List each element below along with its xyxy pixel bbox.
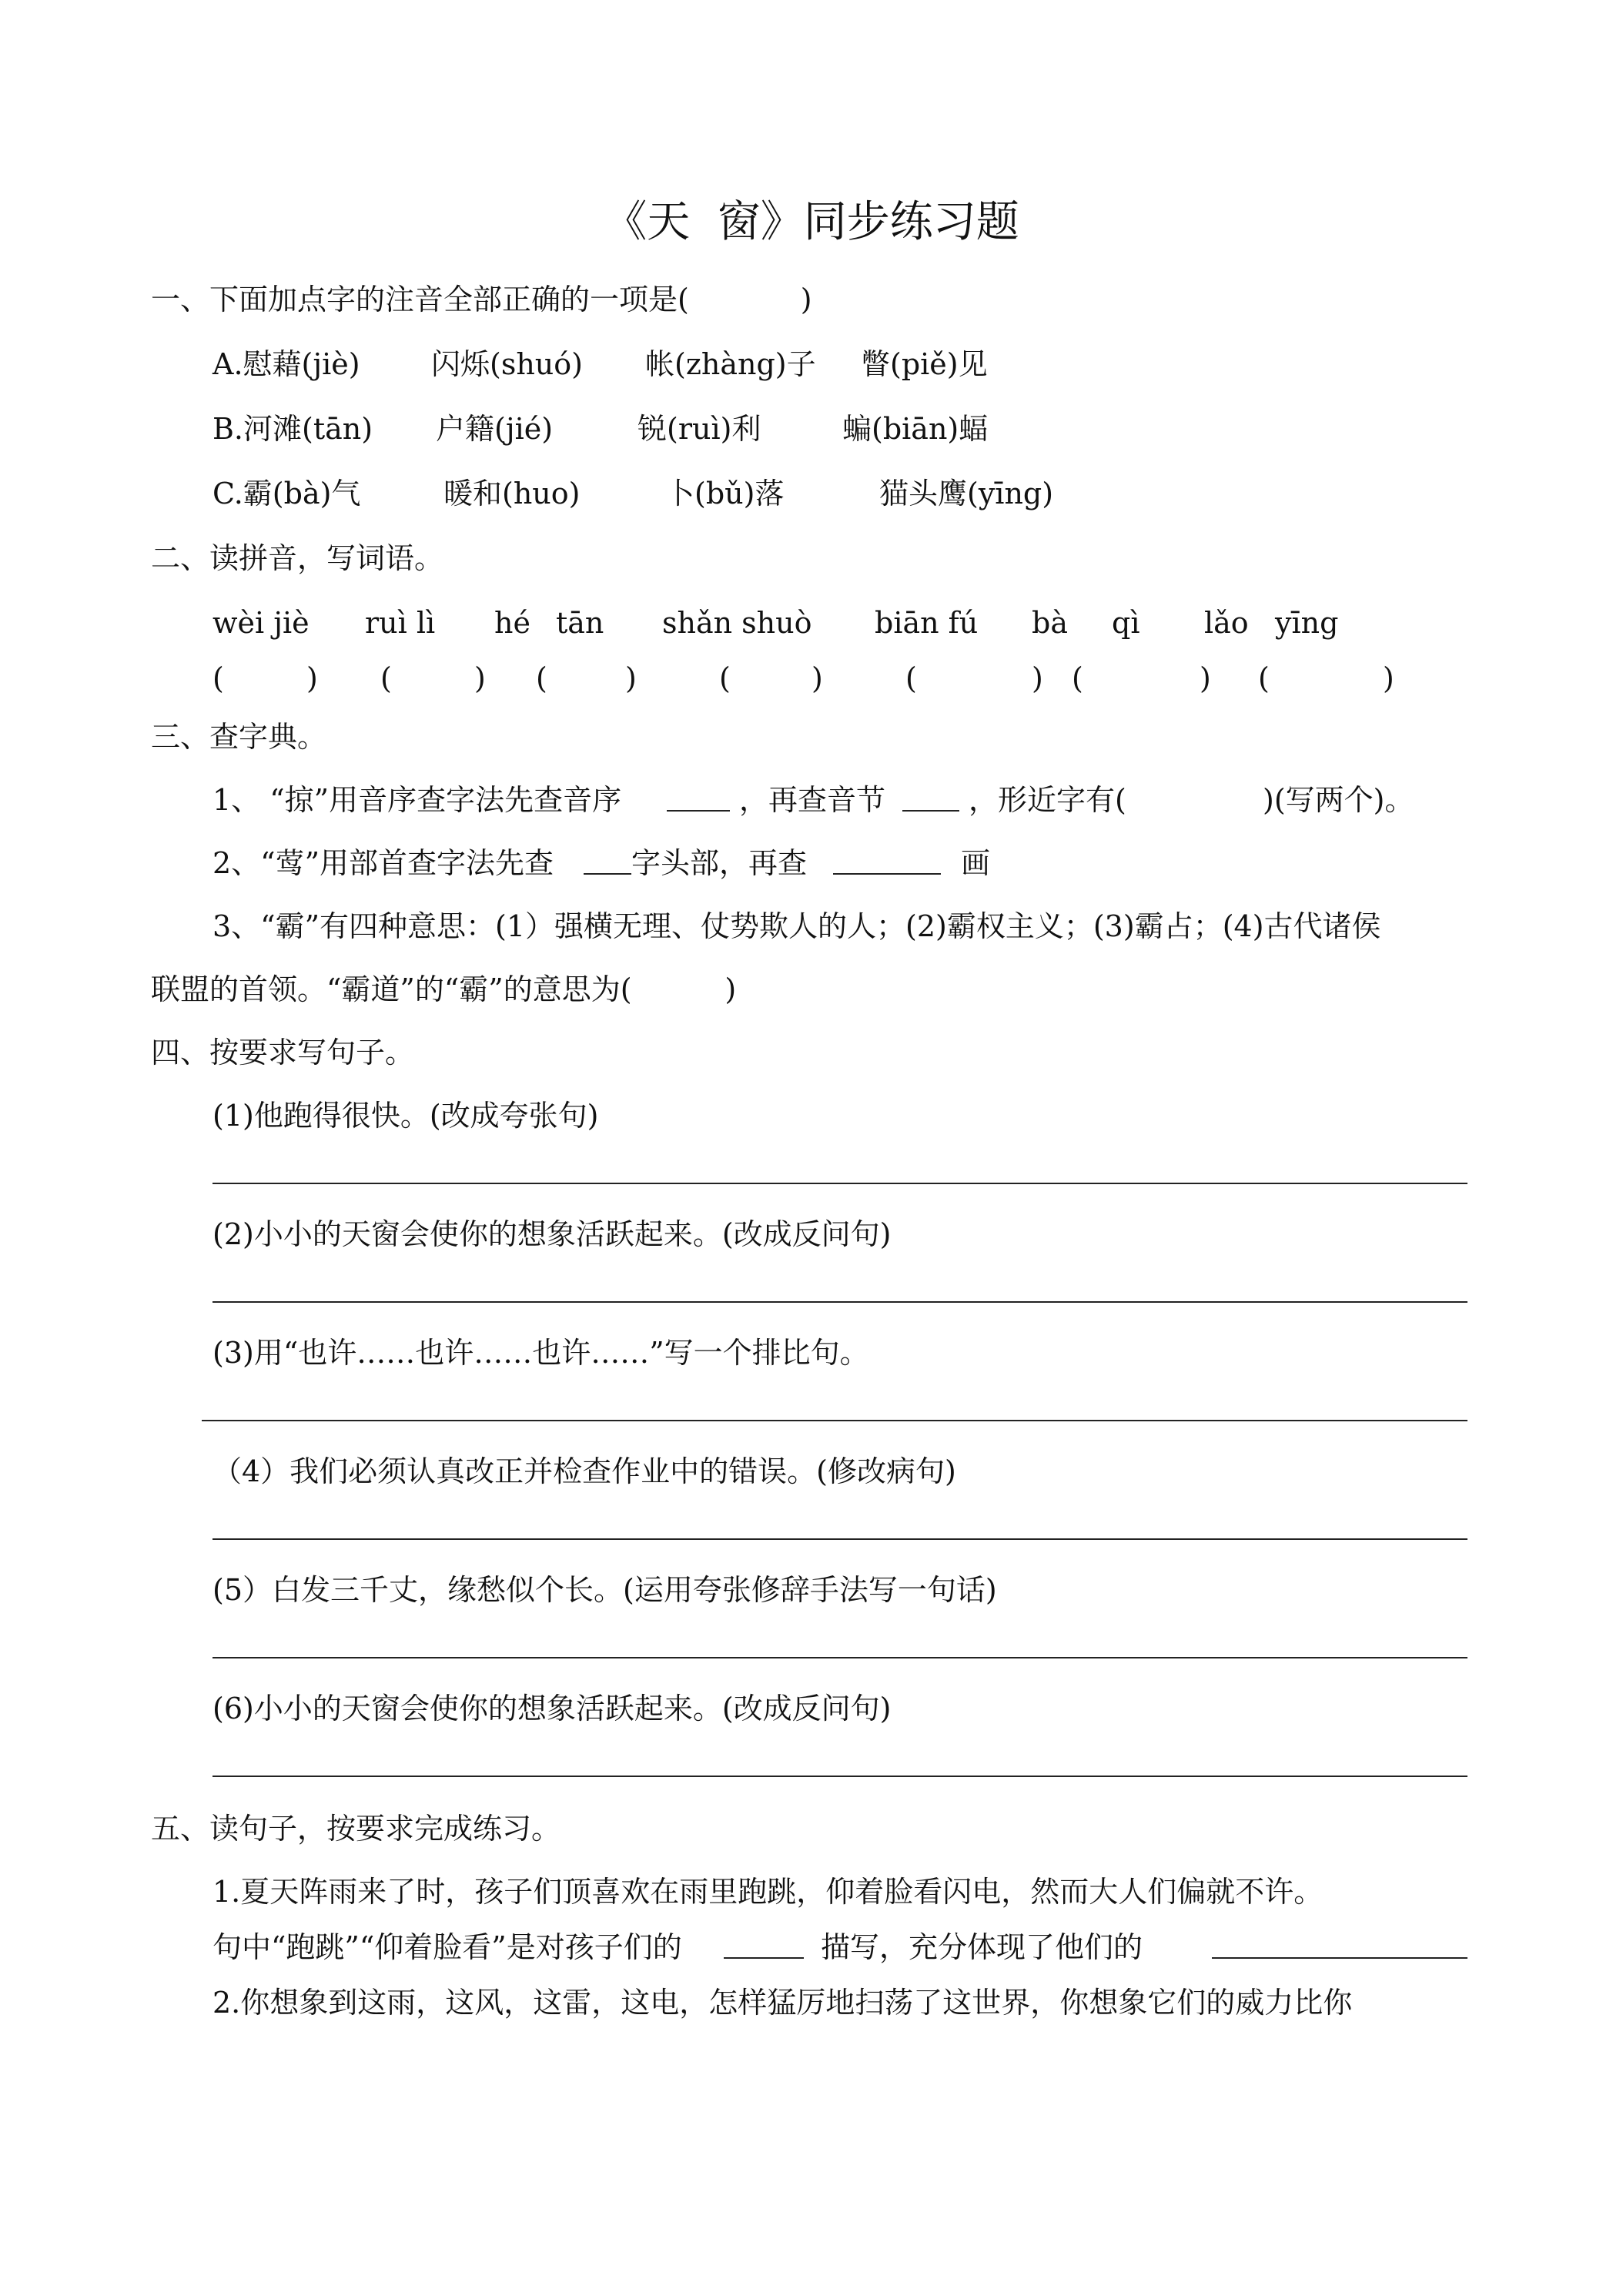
option-c-word-1: C.霸(bà)气 (212, 477, 361, 510)
pinyin-8: qì (1112, 606, 1140, 640)
paren-open-1: ( (212, 661, 224, 695)
option-b-word-4: 蝙(biān)蝠 (842, 412, 989, 446)
option-a-word-1: A.慰藉(jiè) (212, 347, 360, 381)
q5-1-blank-trait[interactable] (1212, 1957, 1467, 1959)
paren-close-2: ) (474, 661, 486, 695)
section-1-heading: 一、下面加点字的注音全部正确的一项是( ) (151, 283, 812, 316)
q4-2-prompt: (2)小小的天窗会使你的想象活跃起来。(改成反问句) (212, 1217, 892, 1251)
paren-open-7: ( (1258, 661, 1270, 695)
q4-3-answer-line[interactable] (202, 1420, 1467, 1421)
section-2-heading: 二、读拼音，写词语。 (151, 541, 444, 575)
q4-5-prompt: (5）白发三千丈，缘愁似个长。(运用夸张修辞手法写一句话) (212, 1573, 997, 1607)
q3-3-line-1: 3、“霸”有四种意思：(1）强横无理、仗势欺人的人；(2)霸权主义；(3)霸占；(4)古代诸侯 (212, 909, 1381, 943)
q3-1-blank-initial[interactable] (667, 810, 730, 812)
paren-close-4: ) (812, 661, 823, 695)
option-a-word-4: 瞥(piě)见 (861, 347, 988, 381)
paren-open-4: ( (719, 661, 731, 695)
section-4-heading: 四、按要求写句子。 (151, 1036, 415, 1069)
option-a-word-3: 帐(zhàng)子 (645, 347, 816, 381)
pinyin-4: tān (556, 606, 604, 640)
paren-open-5: ( (905, 661, 917, 695)
option-c-word-3: 卜(bǔ)落 (665, 477, 785, 510)
paren-open-2: ( (380, 661, 392, 695)
option-b-word-3: 锐(ruì)利 (637, 412, 761, 446)
q4-1-answer-line[interactable] (212, 1183, 1467, 1184)
paren-open-6: ( (1072, 661, 1083, 695)
q3-1-text-b: ，再查音节 (739, 783, 886, 817)
q4-6-answer-line[interactable] (212, 1776, 1467, 1777)
q4-2-answer-line[interactable] (212, 1301, 1467, 1303)
section-5-heading: 五、读句子，按要求完成练习。 (151, 1812, 561, 1846)
q4-4-answer-line[interactable] (212, 1538, 1467, 1540)
pinyin-1: wèi jiè (212, 606, 310, 640)
q5-2-sentence: 2.你想象到这雨，这风，这雷，这电，怎样猛厉地扫荡了这世界，你想象它们的威力比你 (212, 1986, 1353, 2020)
paren-close-3: ) (625, 661, 637, 695)
q3-1-text-d: )(写两个)。 (1263, 783, 1414, 817)
option-b-word-1: B.河滩(tān) (212, 412, 373, 446)
pinyin-6: biān fú (875, 606, 979, 640)
option-c-word-4: 猫头鹰(yīng) (879, 477, 1054, 510)
q4-1-prompt: (1)他跑得很快。(改成夸张句) (212, 1099, 599, 1133)
q3-3-line-2: 联盟的首领。“霸道”的“霸”的意思为( ) (151, 972, 737, 1006)
pinyin-9: lǎo (1204, 606, 1249, 640)
q5-1-blank-description[interactable] (724, 1957, 804, 1959)
q4-4-prompt: （4）我们必须认真改正并检查作业中的错误。(修改病句) (212, 1454, 956, 1488)
q3-2-blank-strokes[interactable] (833, 873, 941, 875)
q3-2-text-c: 画 (961, 846, 991, 880)
paren-close-5: ) (1032, 661, 1043, 695)
q3-2-text-b: 字头部，再查 (631, 846, 808, 880)
pinyin-10: yīng (1275, 606, 1339, 640)
option-a-word-2: 闪烁(shuó) (431, 347, 583, 381)
q4-3-prompt: (3)用“也许……也许……也许……”写一个排比句。 (212, 1336, 869, 1370)
option-b-word-2: 户籍(jié) (436, 412, 554, 446)
paren-close-1: ) (306, 661, 318, 695)
pinyin-5: shǎn shuò (662, 606, 812, 640)
q3-1-text-c: ，形近字有( (969, 783, 1126, 817)
q4-5-answer-line[interactable] (212, 1657, 1467, 1658)
pinyin-7: bà (1032, 606, 1068, 640)
q5-1-sentence: 1.夏天阵雨来了时，孩子们顶喜欢在雨里跑跳，仰着脸看闪电，然而大人们偏就不许。 (212, 1875, 1323, 1909)
pinyin-2: ruì lì (365, 606, 436, 640)
pinyin-3: hé (494, 606, 530, 640)
section-3-heading: 三、查字典。 (151, 720, 327, 754)
q3-1-text: 1、 “掠”用音序查字法先查音序 (212, 783, 622, 817)
option-c-word-2: 暖和(huo) (443, 477, 581, 510)
page-title: 《天 窗》同步练习题 (604, 197, 1019, 247)
q3-2-blank-radical[interactable] (584, 873, 631, 875)
q3-2-text: 2、“莺”用部首查字法先查 (212, 846, 554, 880)
q4-6-prompt: (6)小小的天窗会使你的想象活跃起来。(改成反问句) (212, 1692, 892, 1725)
paren-close-7: ) (1383, 661, 1394, 695)
q5-1-text-a: 句中“跑跳”“仰着脸看”是对孩子们的 (212, 1930, 682, 1964)
paren-open-3: ( (536, 661, 547, 695)
q5-1-text-b: 描写，充分体现了他们的 (821, 1930, 1143, 1964)
q3-1-blank-syllable[interactable] (902, 810, 959, 812)
paren-close-6: ) (1200, 661, 1211, 695)
